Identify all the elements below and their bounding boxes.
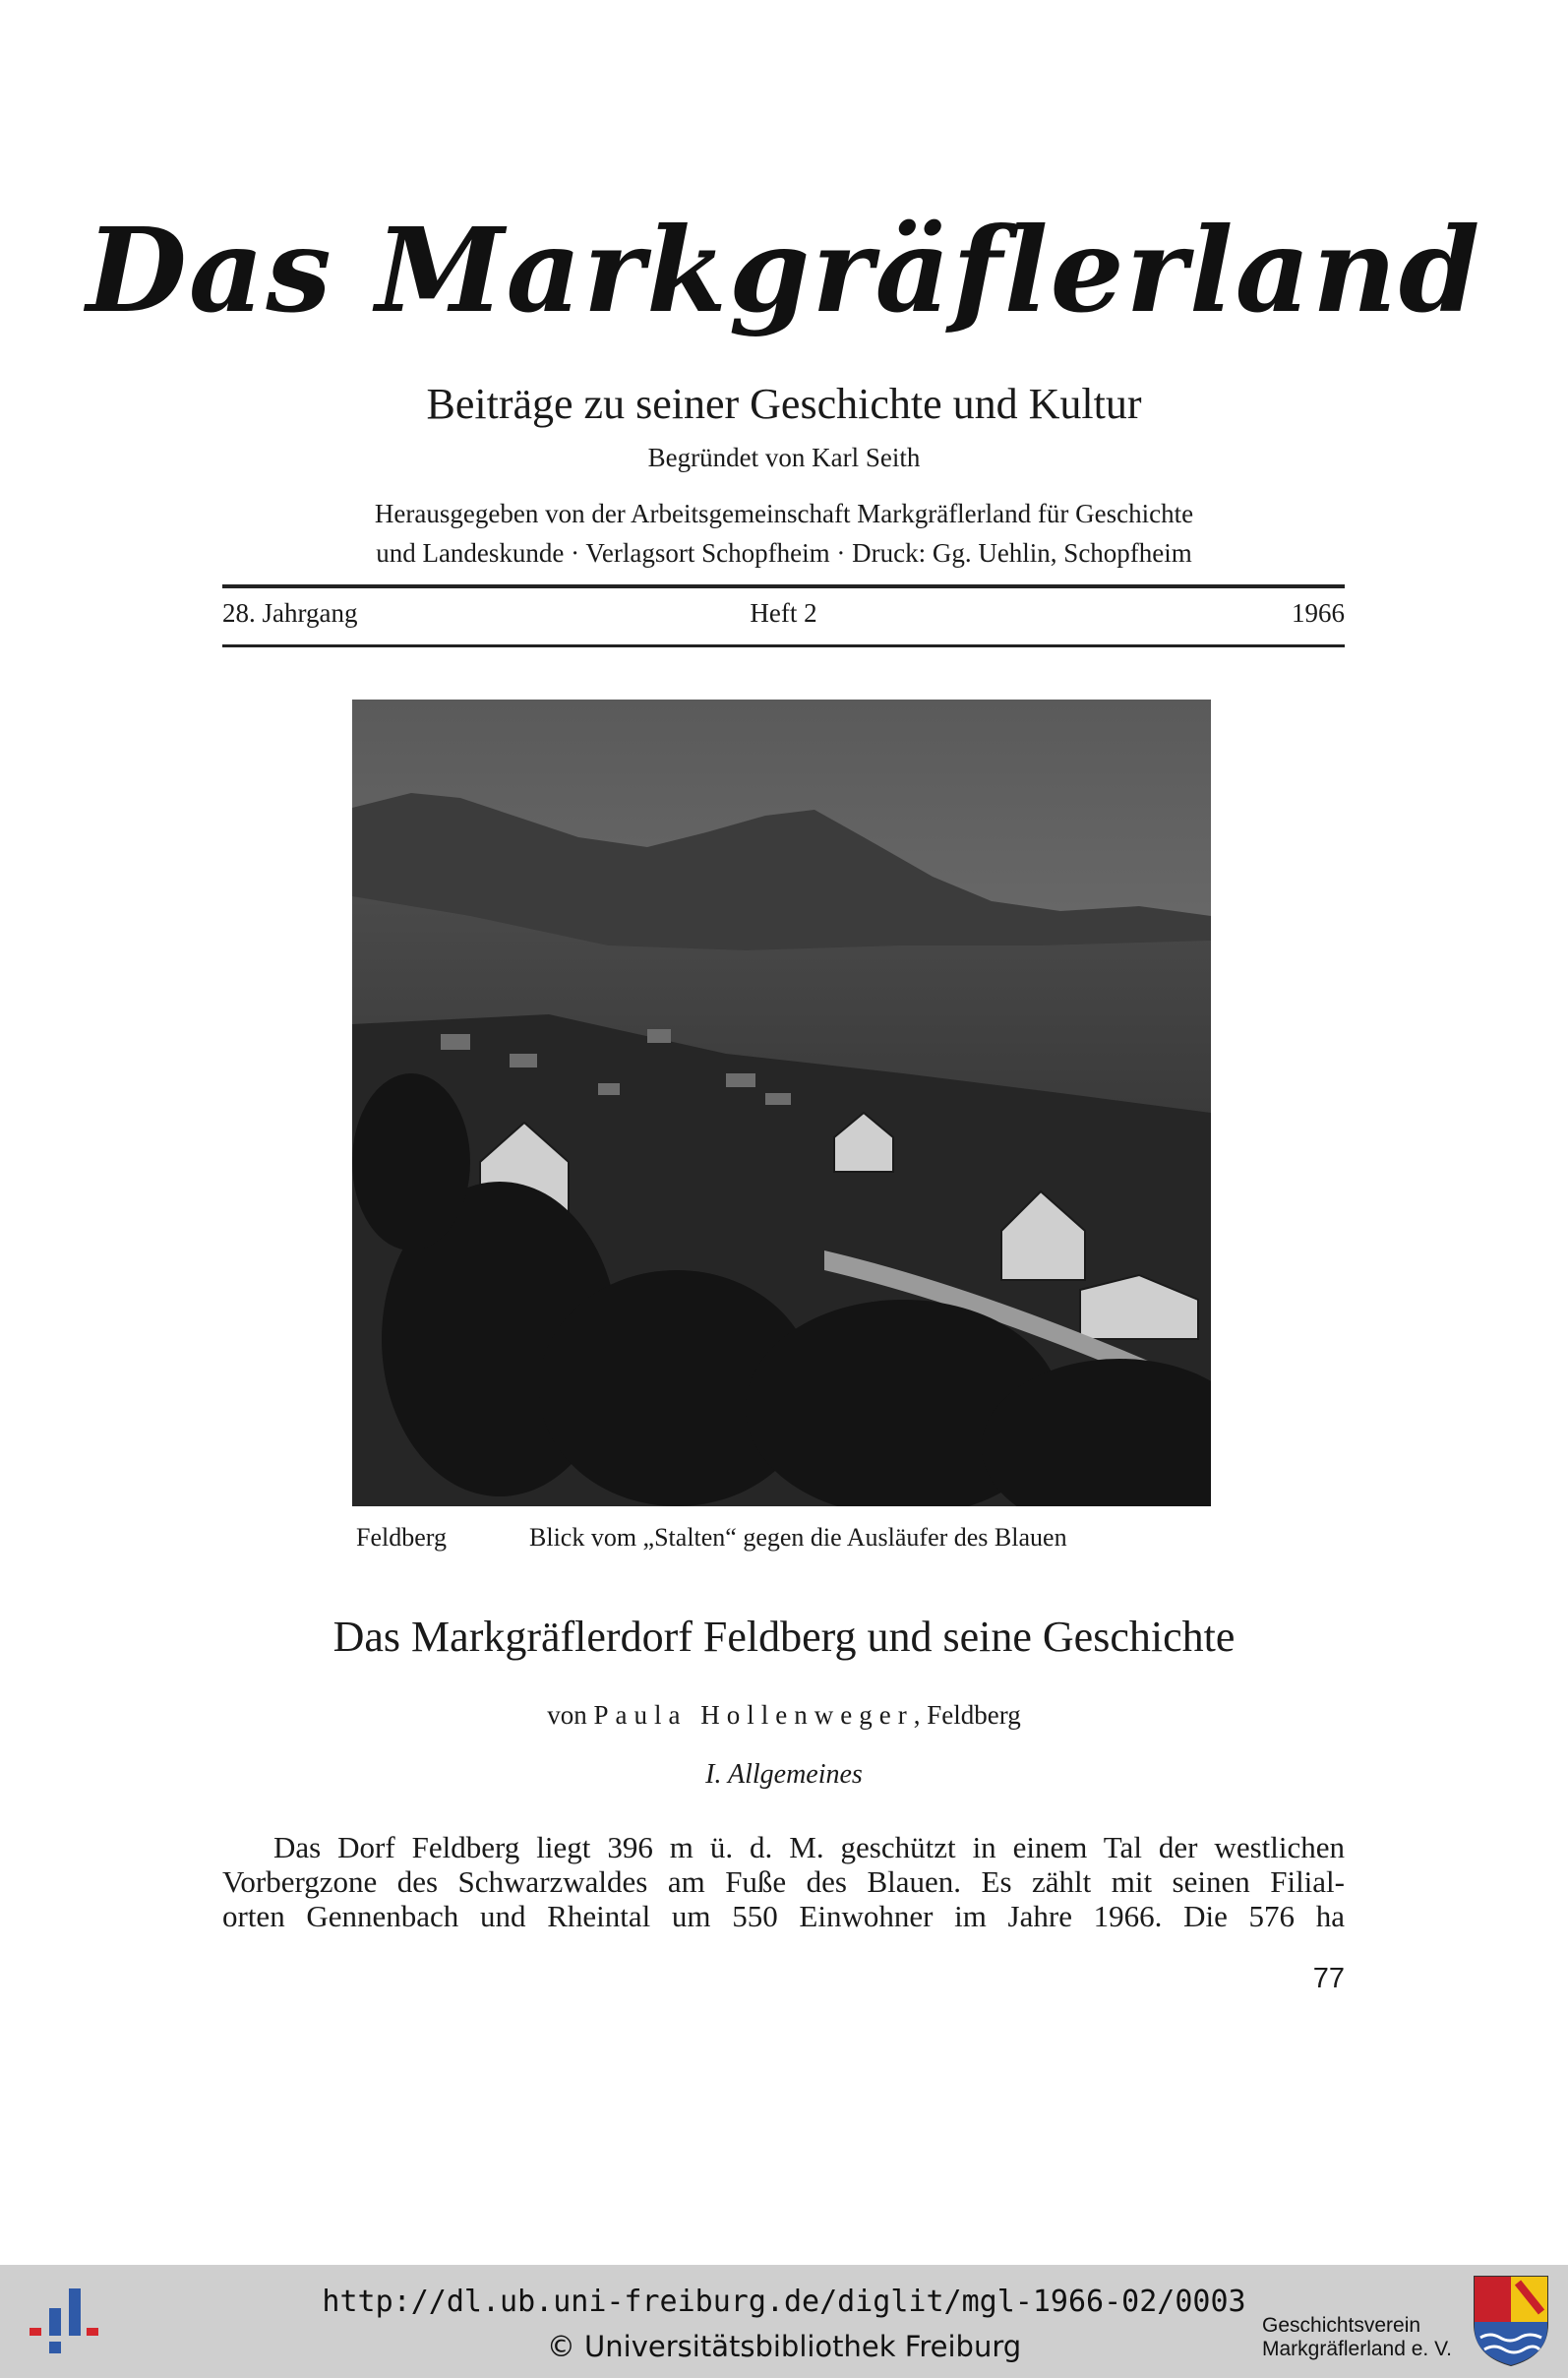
volume-label: 28. Jahrgang [222, 598, 358, 628]
publisher-line-1: Herausgegeben von der Arbeitsgemeinschaft Markgräflerland für Geschichte [374, 499, 1194, 528]
photo-caption-place: Feldberg [356, 1523, 447, 1552]
founded-by: Begründet von Karl Seith [647, 443, 921, 472]
photo-illustration [352, 700, 1211, 1506]
masthead-title: Das Markgräflerland [86, 202, 1482, 338]
body-line: Das Dorf Feldberg liegt 396 m ü. d. M. geschützt in einem Tal der westlichen [273, 1830, 1345, 1864]
page-number: 77 [1312, 1963, 1345, 1994]
article-body [222, 1830, 1345, 1933]
author-name: Paula Hollenweger [593, 1700, 914, 1730]
body-line: Vorbergzone des Schwarzwaldes am Fuße des Blauen. Es zählt mit seinen Filial- [222, 1864, 1345, 1899]
publisher-info [0, 494, 1568, 573]
photo-caption-text: Blick vom „Stalten“ gegen die Ausläufer des Blauen [529, 1523, 1067, 1552]
article-title: Das Markgräflerdorf Feldberg und seine Geschichte [332, 1613, 1236, 1661]
society-line-1: Geschichtsverein [1262, 2314, 1421, 2337]
byline-prefix: von [547, 1700, 587, 1730]
permalink-url[interactable]: http://dl.ub.uni-freiburg.de/diglit/mgl-1966-02/0003 [322, 2285, 1246, 2319]
issue-number: Heft 2 [750, 598, 817, 628]
section-heading: I. Allgemeines [705, 1759, 863, 1790]
society-line-2: Markgräflerland e. V. [1262, 2338, 1452, 2360]
byline-suffix: , Feldberg [913, 1700, 1021, 1730]
landscape-photo [352, 700, 1211, 1506]
publisher-line-2: und Landeskunde · Verlagsort Schopfheim · Druck: Gg. Uehlin, Schopfheim [376, 538, 1192, 568]
bottom-rule [222, 644, 1345, 647]
issue-info-bar [222, 598, 1345, 638]
top-rule [222, 584, 1345, 588]
coat-of-arms-icon [1471, 2273, 1551, 2367]
body-line: orten Gennenbach und Rheintal um 550 Einwohner im Jahre 1966. Die 576 ha [222, 1899, 1345, 1933]
article-byline [0, 1700, 1568, 1731]
issue-year: 1966 [1292, 598, 1345, 628]
society-name [1262, 2314, 1452, 2361]
copyright-notice: © Universitätsbibliothek Freiburg [546, 2330, 1022, 2363]
journal-subtitle: Beiträge zu seiner Geschichte und Kultur [426, 380, 1142, 428]
